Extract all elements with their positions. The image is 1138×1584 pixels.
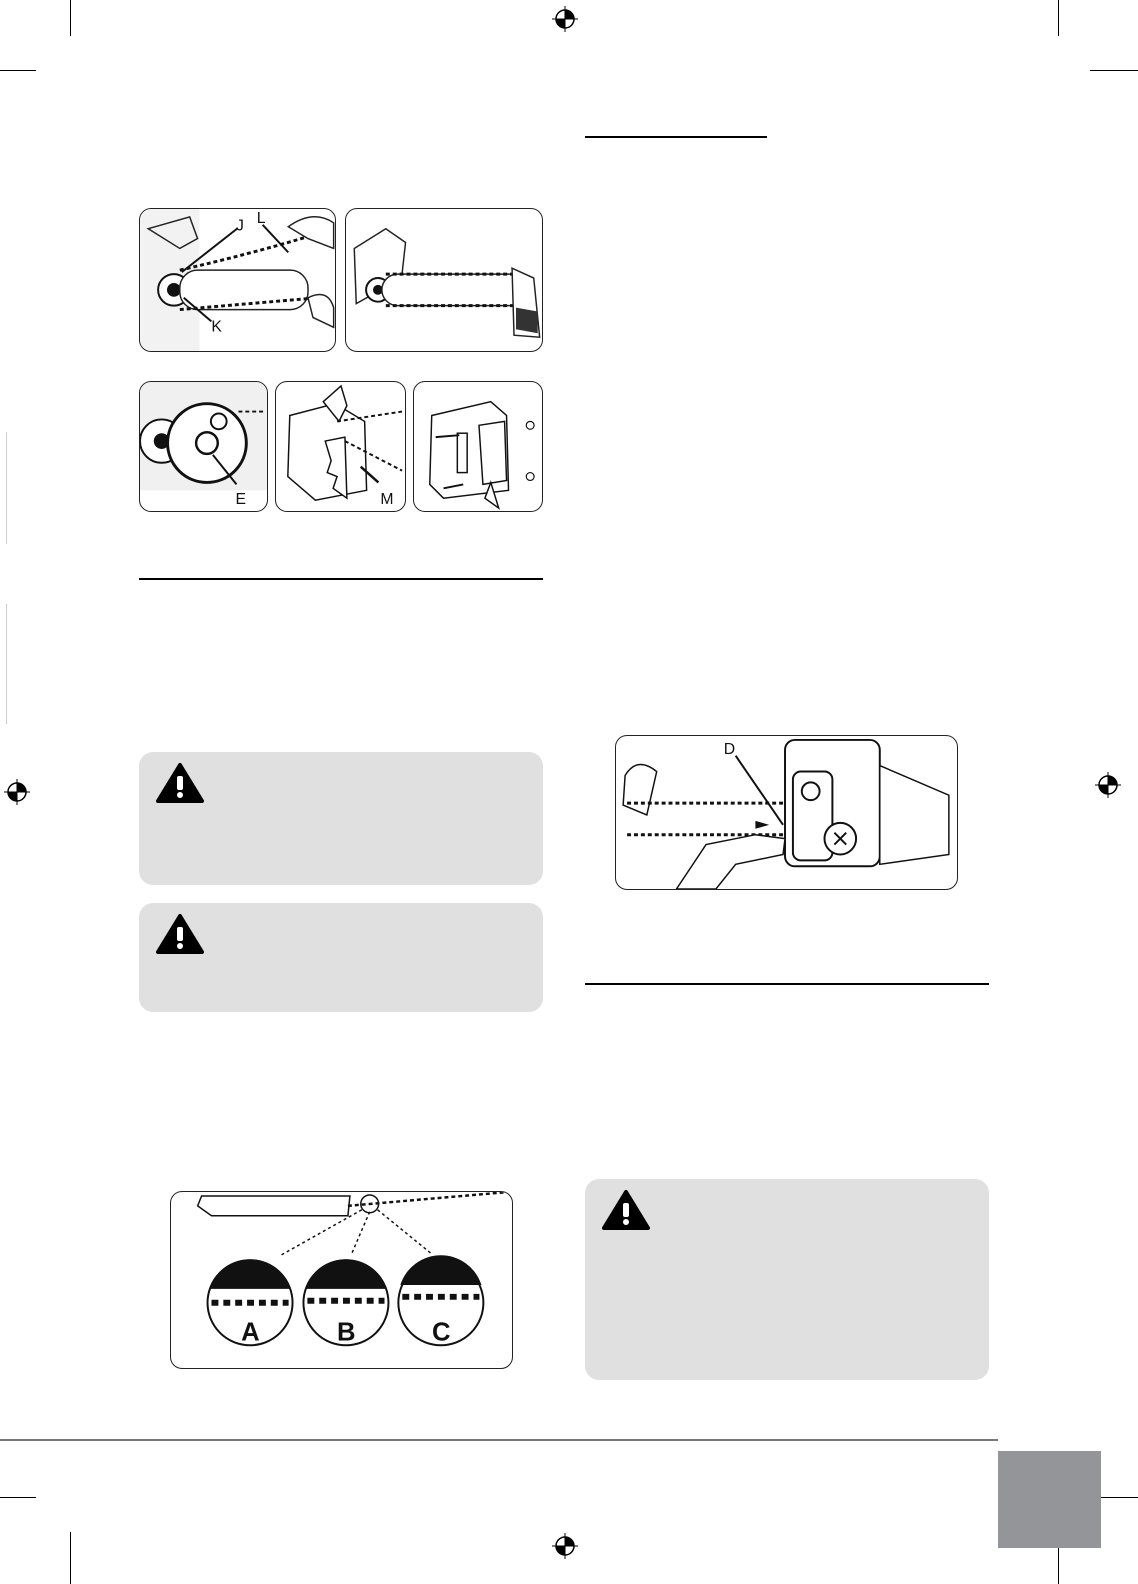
crop-mark (70, 1532, 71, 1584)
warning-exclamation-icon (155, 762, 205, 804)
bar-plate-figure (413, 381, 543, 512)
callout-k: K (211, 318, 222, 336)
chain-wear-circle-b (303, 1259, 388, 1346)
footer-rule (0, 1439, 998, 1441)
registration-mark-icon (551, 1532, 579, 1560)
warning-exclamation-icon (601, 1189, 651, 1231)
tension-screw-figure (615, 735, 958, 890)
crop-mark (1058, 0, 1059, 36)
section-divider (139, 578, 543, 580)
sprocket-cover-figure (139, 381, 268, 512)
page-number-box (998, 1451, 1101, 1548)
chain-wear-circle-c (398, 1255, 483, 1346)
crop-mark (0, 1497, 36, 1498)
bar-mount-figure (275, 381, 406, 512)
callout-j: J (236, 217, 244, 235)
chain-wear-circle-a (208, 1259, 293, 1346)
warning-box (585, 1179, 989, 1380)
chain-label-a: A (241, 1318, 260, 1347)
section-divider (585, 983, 989, 985)
crop-mark (1090, 70, 1138, 71)
chain-label-b: B (337, 1318, 356, 1347)
chain-wear-figure (170, 1191, 513, 1369)
callout-e: E (235, 491, 247, 509)
section-divider (585, 136, 767, 138)
edge-mark (6, 604, 7, 724)
edge-mark (6, 432, 7, 544)
registration-mark-icon (3, 778, 31, 806)
registration-mark-icon (551, 5, 579, 33)
warning-box (139, 752, 543, 885)
crop-mark (0, 70, 36, 71)
registration-mark-icon (1094, 771, 1122, 799)
chain-label-c: C (431, 1318, 451, 1347)
callout-d: D (723, 740, 736, 758)
warning-exclamation-icon (155, 913, 205, 955)
chain-on-bar-figure (345, 208, 543, 352)
callout-m: M (380, 491, 394, 509)
chain-install-figure (139, 208, 336, 352)
callout-l: L (256, 209, 266, 227)
crop-mark (70, 0, 71, 36)
warning-box (139, 903, 543, 1012)
